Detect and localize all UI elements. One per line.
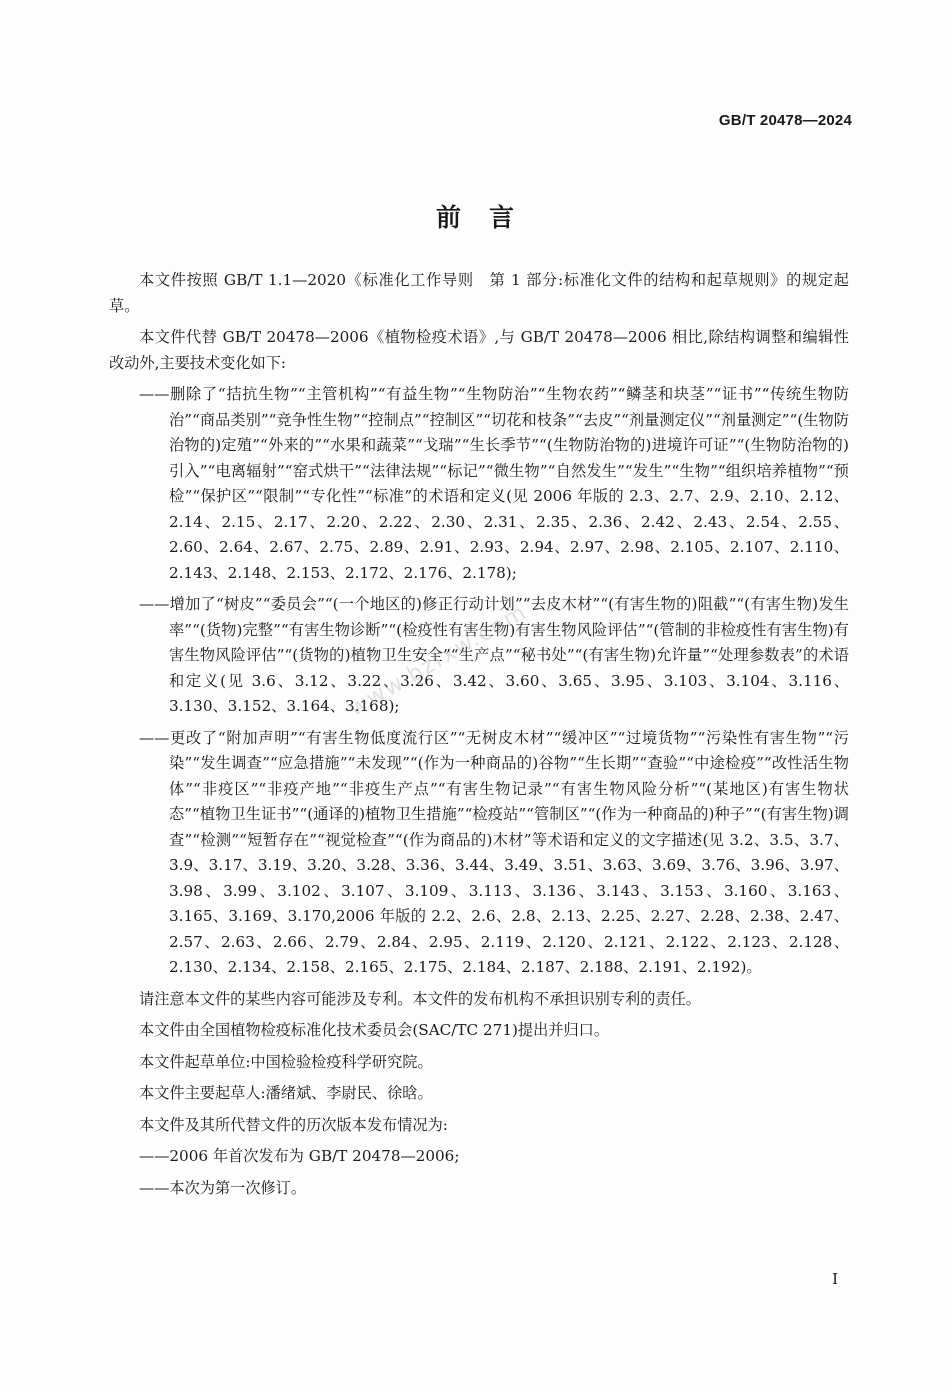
- list-item-added-terms: ——增加了“树皮”“委员会”“(一个地区的)修正行动计划”“去皮木材”“(有害生物的)阻截”“(有害生物)发生率”“(货物)完整”“有害生物诊断”“(检疫性有害生物)有害生物风险评估”“(管制的非检疫性有害生物)有害生物风险评估”“(货物的)植物卫生安全”“生产点”“秘书处”“(有害生物)允许量”“处理参数表”的术语和定义(见 3.6、3.12、3.22、3.26、3.42、3.60、3.65、3.95、3.103、3.104、3.116、3.130、3.152、3.164、3.168);: [139, 595, 849, 715]
- paragraph-committee: 本文件由全国植物检疫标准化技术委员会(SAC/TC 271)提出并归口。: [139, 1021, 610, 1039]
- watermark: www.bzfxw.com: [345, 599, 532, 722]
- paragraph-drafters: 本文件主要起草人:潘绪斌、李尉民、徐晗。: [139, 1084, 433, 1102]
- paragraph-version-history: 本文件及其所代替文件的历次版本发布情况为:: [139, 1115, 448, 1134]
- paragraph-drafting-rules: 本文件按照 GB/T 1.1—2020《标准化工作导则 第 1 部分:标准化文件的结构和起草规则》的规定起草。: [109, 271, 849, 315]
- paragraph-replaces: 本文件代替 GB/T 20478—2006《植物检疫术语》,与 GB/T 20478—2006 相比,除结构调整和编辑性改动外,主要技术变化如下:: [109, 328, 849, 372]
- list-item-revision: ——本次为第一次修订。: [139, 1178, 307, 1197]
- paragraph-drafting-unit: 本文件起草单位:中国检验检疫科学研究院。: [139, 1052, 433, 1071]
- page-number: I: [832, 1270, 838, 1288]
- standard-code: GB/T 20478—2024: [718, 112, 852, 129]
- page-title: 前言: [435, 203, 542, 232]
- list-item-first-release: ——2006 年首次发布为 GB/T 20478—2006;: [139, 1147, 460, 1165]
- list-item-changed-terms: ——更改了“附加声明”“有害生物低度流行区”“无树皮木材”“缓冲区”“过境货物”“污染性有害生物”“污染”“发生调查”“应急措施”“未发现”“(作为一种商品的)谷物”“生长期”“查验”“中途检疫”“改性活生物体”“非疫区”“非疫产地”“非疫生产点”“有害生物记录”“有害生物风险分析”“(某地区)有害生物状态”“植物卫生证书”“(通译的)植物卫生措施”“检疫站”“管制区”“(作为一种商品的)种子”“(有害生物)调查”“检测”“短暂存在”“视觉检查”“(作为商品的)木材”等术语和定义的文字描述(见 3.2、3.5、3.7、3.9、3.17、3.19、3.20、3.28、3.36、3.44、3.49、3.51、3.63、3.69、3.76、3.96、3.97、3.98、3.99、3.102、3.107、3.109、3.113、3.136、3.143、3.153、3.160、3.163、3.165、3.169、3.170,2006 年版的 2.2、2.6、2.8、2.13、2.25、2.27、2.28、2.38、2.47、2.57、2.63、2.66、2.79、2.84、2.95、2.119、2.120、2.121、2.122、2.123、2.128、2.130、2.134、2.158、2.165、2.175、2.184、2.187、2.188、2.191、2.192)。: [139, 728, 849, 976]
- paragraph-patent-notice: 请注意本文件的某些内容可能涉及专利。本文件的发布机构不承担识别专利的责任。: [139, 989, 701, 1008]
- document-body: [109, 268, 849, 1207]
- list-item-deleted-terms: ——删除了“拮抗生物”“主管机构”“有益生物”“生物防治”“生物农药”“鳞茎和块茎”“证书”“传统生物防治”“商品类别”“竞争性生物”“控制点”“控制区”“切花和枝条”“去皮”“剂量测定仪”“剂量测定”“(生物防治物的)定殖”“外来的”“水果和蔬菜”“戈瑞”“生长季节”“(生物防治物的)进境许可证”“(生物防治物的)引入”“电离辐射”“窑式烘干”“法律法规”“标记”“微生物”“自然发生”“发生”“生物”“组织培养植物”“预检”“保护区”“限制”“专化性”“标准”的术语和定义(见 2006 年版的 2.3、2.7、2.9、2.10、2.12、2.14、2.15、2.17、2.20、2.22、2.30、2.31、2.35、2.36、2.42、2.43、2.54、2.55、2.60、2.64、2.67、2.75、2.89、2.91、2.93、2.94、2.97、2.98、2.105、2.107、2.110、2.143、2.148、2.153、2.172、2.176、2.178);: [139, 385, 849, 582]
